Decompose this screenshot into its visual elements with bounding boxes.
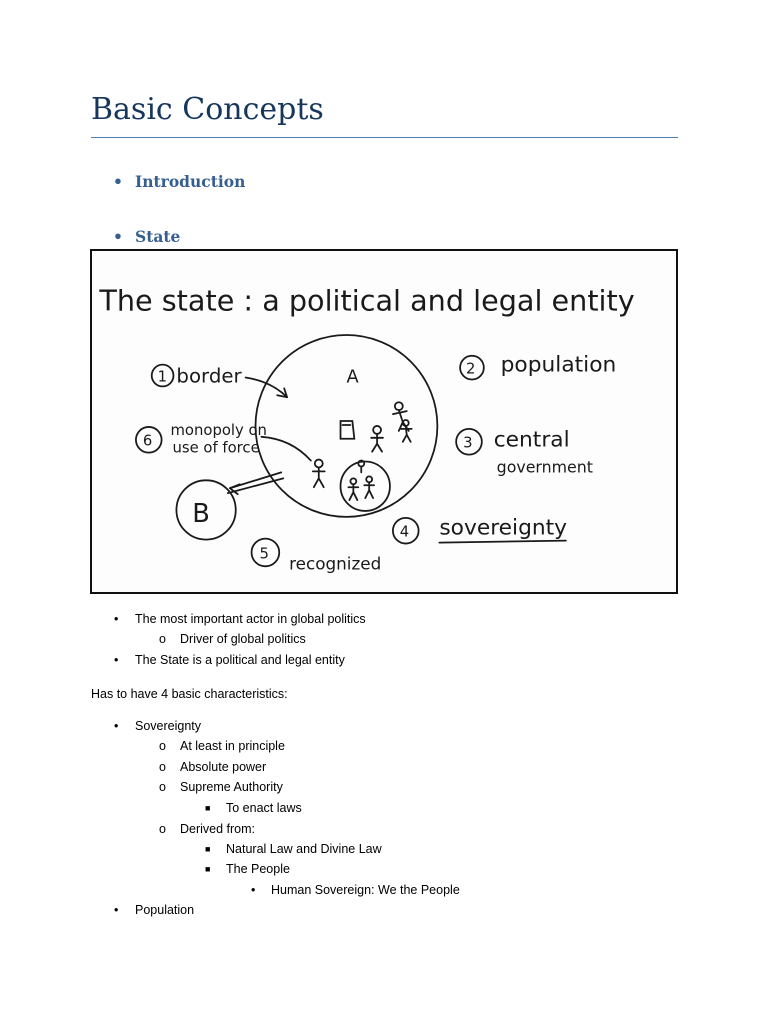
label-government: government — [496, 457, 593, 477]
title-underline — [91, 137, 678, 138]
list-item: Natural Law and Divine Law — [226, 842, 382, 856]
square-bullet-icon: ■ — [205, 803, 211, 813]
bullet-icon: • — [114, 903, 119, 917]
border-arrow — [246, 378, 288, 398]
bullet-icon: • — [113, 227, 123, 246]
paragraph-characteristics: Has to have 4 basic characteristics: — [91, 687, 288, 701]
label-recognized: recognized — [289, 553, 382, 574]
government-circle — [341, 462, 390, 511]
label-use-of-force: use of force — [172, 439, 260, 457]
state-b-label: B — [192, 498, 210, 529]
label-central: central — [493, 427, 570, 453]
whiteboard-image — [90, 249, 678, 594]
number-1: 1 — [157, 368, 168, 386]
state-a-circle — [256, 335, 438, 517]
square-bullet-icon: ■ — [205, 844, 211, 854]
list-item: The most important actor in global politics — [135, 612, 366, 626]
list-item: Supreme Authority — [180, 780, 283, 794]
list-item: Population — [135, 903, 195, 917]
number-4: 4 — [399, 523, 410, 541]
sub-bullet-icon: o — [159, 739, 166, 753]
list-item: Absolute power — [180, 760, 267, 774]
list-item: At least in principle — [180, 739, 285, 753]
label-monopoly: monopoly on — [170, 421, 267, 439]
heading-state-label: State — [135, 227, 181, 246]
number-6: 6 — [142, 432, 153, 450]
list-item: Sovereignty — [135, 719, 202, 733]
square-bullet-icon: ■ — [205, 864, 211, 874]
bullet-icon: • — [114, 612, 119, 626]
list-item: To enact laws — [226, 801, 302, 815]
sovereignty-underline — [439, 541, 566, 543]
bullet-icon: • — [114, 719, 119, 733]
heading-introduction — [113, 172, 245, 191]
number-5: 5 — [259, 545, 269, 563]
list-item: Driver of global politics — [180, 632, 306, 646]
number-3: 3 — [463, 434, 473, 452]
label-border: border — [176, 364, 242, 388]
bullet-icon: • — [113, 172, 123, 191]
whiteboard-drawing — [92, 251, 676, 592]
label-population: population — [500, 352, 617, 378]
whiteboard-title: The state : a political and legal entity — [99, 283, 635, 318]
bullet-icon: • — [114, 653, 119, 667]
page-title: Basic Concepts — [91, 92, 324, 127]
list-item: The People — [226, 862, 290, 876]
list-item: The State is a political and legal entity — [135, 653, 345, 667]
sub-bullet-icon: o — [159, 822, 166, 836]
sub-bullet-icon: o — [159, 780, 166, 794]
heading-introduction-label: Introduction — [135, 172, 246, 191]
list-item: Derived from: — [180, 822, 256, 836]
bullet-icon: • — [251, 883, 256, 897]
sub-bullet-icon: o — [159, 632, 166, 646]
monopoly-line — [261, 437, 310, 461]
people-figures — [313, 402, 412, 500]
heading-state — [113, 227, 180, 246]
state-a-label: A — [346, 366, 359, 388]
number-2: 2 — [466, 360, 476, 378]
label-sovereignty: sovereignty — [439, 515, 568, 541]
sub-bullet-icon: o — [159, 760, 166, 774]
list-item: Human Sovereign: We the People — [271, 883, 460, 897]
